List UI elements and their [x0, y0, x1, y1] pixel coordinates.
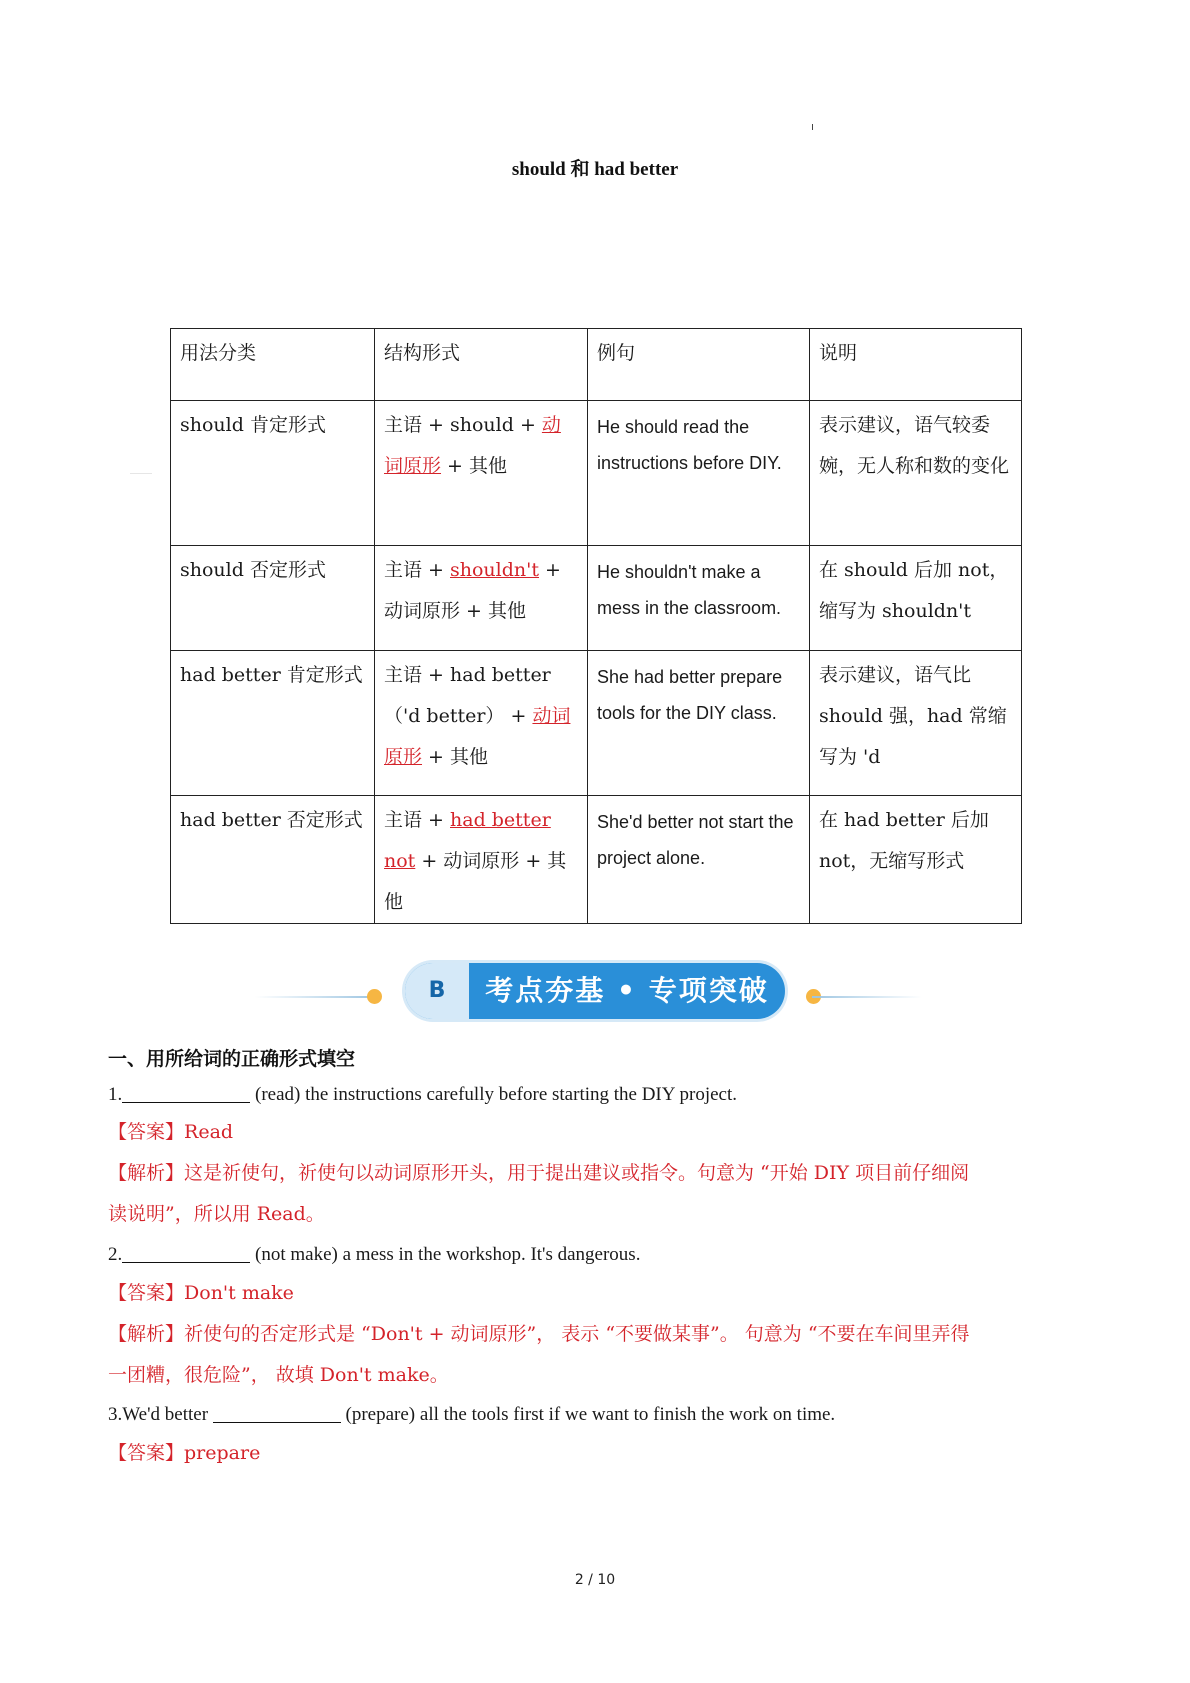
answer-text: Read	[184, 1121, 234, 1143]
structure-text: + 其他	[422, 746, 489, 768]
grammar-table	[170, 328, 1022, 924]
usage-category: had better 肯定形式	[171, 651, 375, 796]
example-sentence: He shouldn't make a mess in the classroom.	[588, 546, 810, 651]
table-header-cell: 结构形式	[375, 329, 588, 401]
banner-dot-left	[367, 989, 382, 1004]
structure-text: 主语 +	[384, 809, 450, 831]
table-row	[171, 796, 1022, 924]
question-text: (prepare) all the tools first if we want to finish the work on time.	[340, 1404, 836, 1425]
answer-2	[108, 1273, 1088, 1313]
highlighted-term: 动词原形	[384, 414, 561, 477]
section-banner	[405, 963, 785, 1019]
question-number: 2.	[108, 1244, 123, 1265]
question-prefix: We'd better	[122, 1404, 213, 1425]
banner-letter: B	[405, 963, 469, 1019]
usage-note: 在 had better 后加 not，无缩写形式	[810, 796, 1022, 924]
structure-text: 主语 + should +	[384, 414, 542, 436]
table-row	[171, 546, 1022, 651]
question-number: 1.	[108, 1084, 123, 1105]
banner-divider-right	[812, 996, 922, 998]
table-row	[171, 651, 1022, 796]
table-header-cell: 说明	[810, 329, 1022, 401]
question-number: 3.	[108, 1404, 123, 1425]
document-title: should 和 had better	[511, 159, 679, 180]
table-header-cell: 用法分类	[171, 329, 375, 401]
banner-divider-left	[255, 996, 375, 998]
table-header-row	[171, 329, 1022, 401]
answer-1	[108, 1112, 1088, 1152]
usage-note: 表示建议，语气较委婉，无人称和数的变化	[810, 401, 1022, 546]
answer-blank	[122, 1238, 250, 1263]
answer-label: 【答案】	[108, 1121, 185, 1143]
answer-blank	[213, 1398, 341, 1423]
structure-text: 主语 + had better（'d better） +	[384, 664, 551, 727]
structure-form	[375, 546, 588, 651]
analysis-label: 【解析】	[108, 1162, 185, 1184]
example-sentence: She'd better not start the project alone.	[588, 796, 810, 924]
answer-label: 【答案】	[108, 1282, 185, 1304]
structure-text: + 动词原形 + 其他	[384, 850, 567, 913]
structure-form	[375, 796, 588, 924]
scan-mark	[130, 473, 152, 474]
answer-text: Don't make	[184, 1282, 294, 1304]
structure-form	[375, 401, 588, 546]
analysis-text: 这是祈使句，祈使句以动词原形开头，用于提出建议或指令。句意为 “开始 DIY 项目前仔细阅	[184, 1162, 970, 1184]
question-1	[108, 1075, 1088, 1115]
usage-note: 在 should 后加 not，缩写为 shouldn't	[810, 546, 1022, 651]
structure-text: + 其他	[441, 455, 508, 477]
answer-label: 【答案】	[108, 1442, 185, 1464]
table-row	[171, 401, 1022, 546]
analysis-2	[108, 1314, 1088, 1354]
usage-category: should 肯定形式	[171, 401, 375, 546]
analysis-1	[108, 1153, 1088, 1193]
question-text: (not make) a mess in the workshop. It's dangerous.	[250, 1244, 641, 1265]
section-heading: 一、用所给词的正确形式填空	[108, 1048, 356, 1070]
example-sentence: He should read the instructions before DIY.	[588, 401, 810, 546]
page-number: 2 / 10	[574, 1572, 616, 1588]
structure-text: + 动词原形 + 其他	[384, 559, 561, 622]
highlighted-term: shouldn't	[450, 559, 539, 581]
banner-title: 考点夯基 • 专项突破	[485, 974, 769, 1007]
highlighted-term: had better not	[384, 809, 551, 872]
question-2	[108, 1235, 1088, 1275]
structure-form	[375, 651, 588, 796]
question-3	[108, 1395, 1088, 1435]
usage-note: 表示建议，语气比 should 强，had 常缩写为 'd	[810, 651, 1022, 796]
example-sentence: She had better prepare tools for the DIY class.	[588, 651, 810, 796]
usage-category: had better 否定形式	[171, 796, 375, 924]
analysis-2-cont: 一团糟，很危险”， 故填 Don't make。	[108, 1364, 449, 1386]
answer-blank	[122, 1078, 250, 1103]
analysis-text: 祈使句的否定形式是 “Don't + 动词原形”， 表示 “不要做某事”。 句意为 “不要在车间里弄得	[184, 1323, 970, 1345]
scan-mark	[812, 124, 813, 130]
structure-text: 主语 +	[384, 559, 450, 581]
analysis-1-cont: 读说明”，所以用 Read。	[108, 1203, 325, 1225]
analysis-label: 【解析】	[108, 1323, 185, 1345]
highlighted-term: 动词原形	[384, 705, 571, 768]
answer-text: prepare	[184, 1442, 261, 1464]
usage-category: should 否定形式	[171, 546, 375, 651]
answer-3	[108, 1433, 1088, 1473]
table-header-cell: 例句	[588, 329, 810, 401]
question-text: (read) the instructions carefully before starting the DIY project.	[250, 1084, 738, 1105]
